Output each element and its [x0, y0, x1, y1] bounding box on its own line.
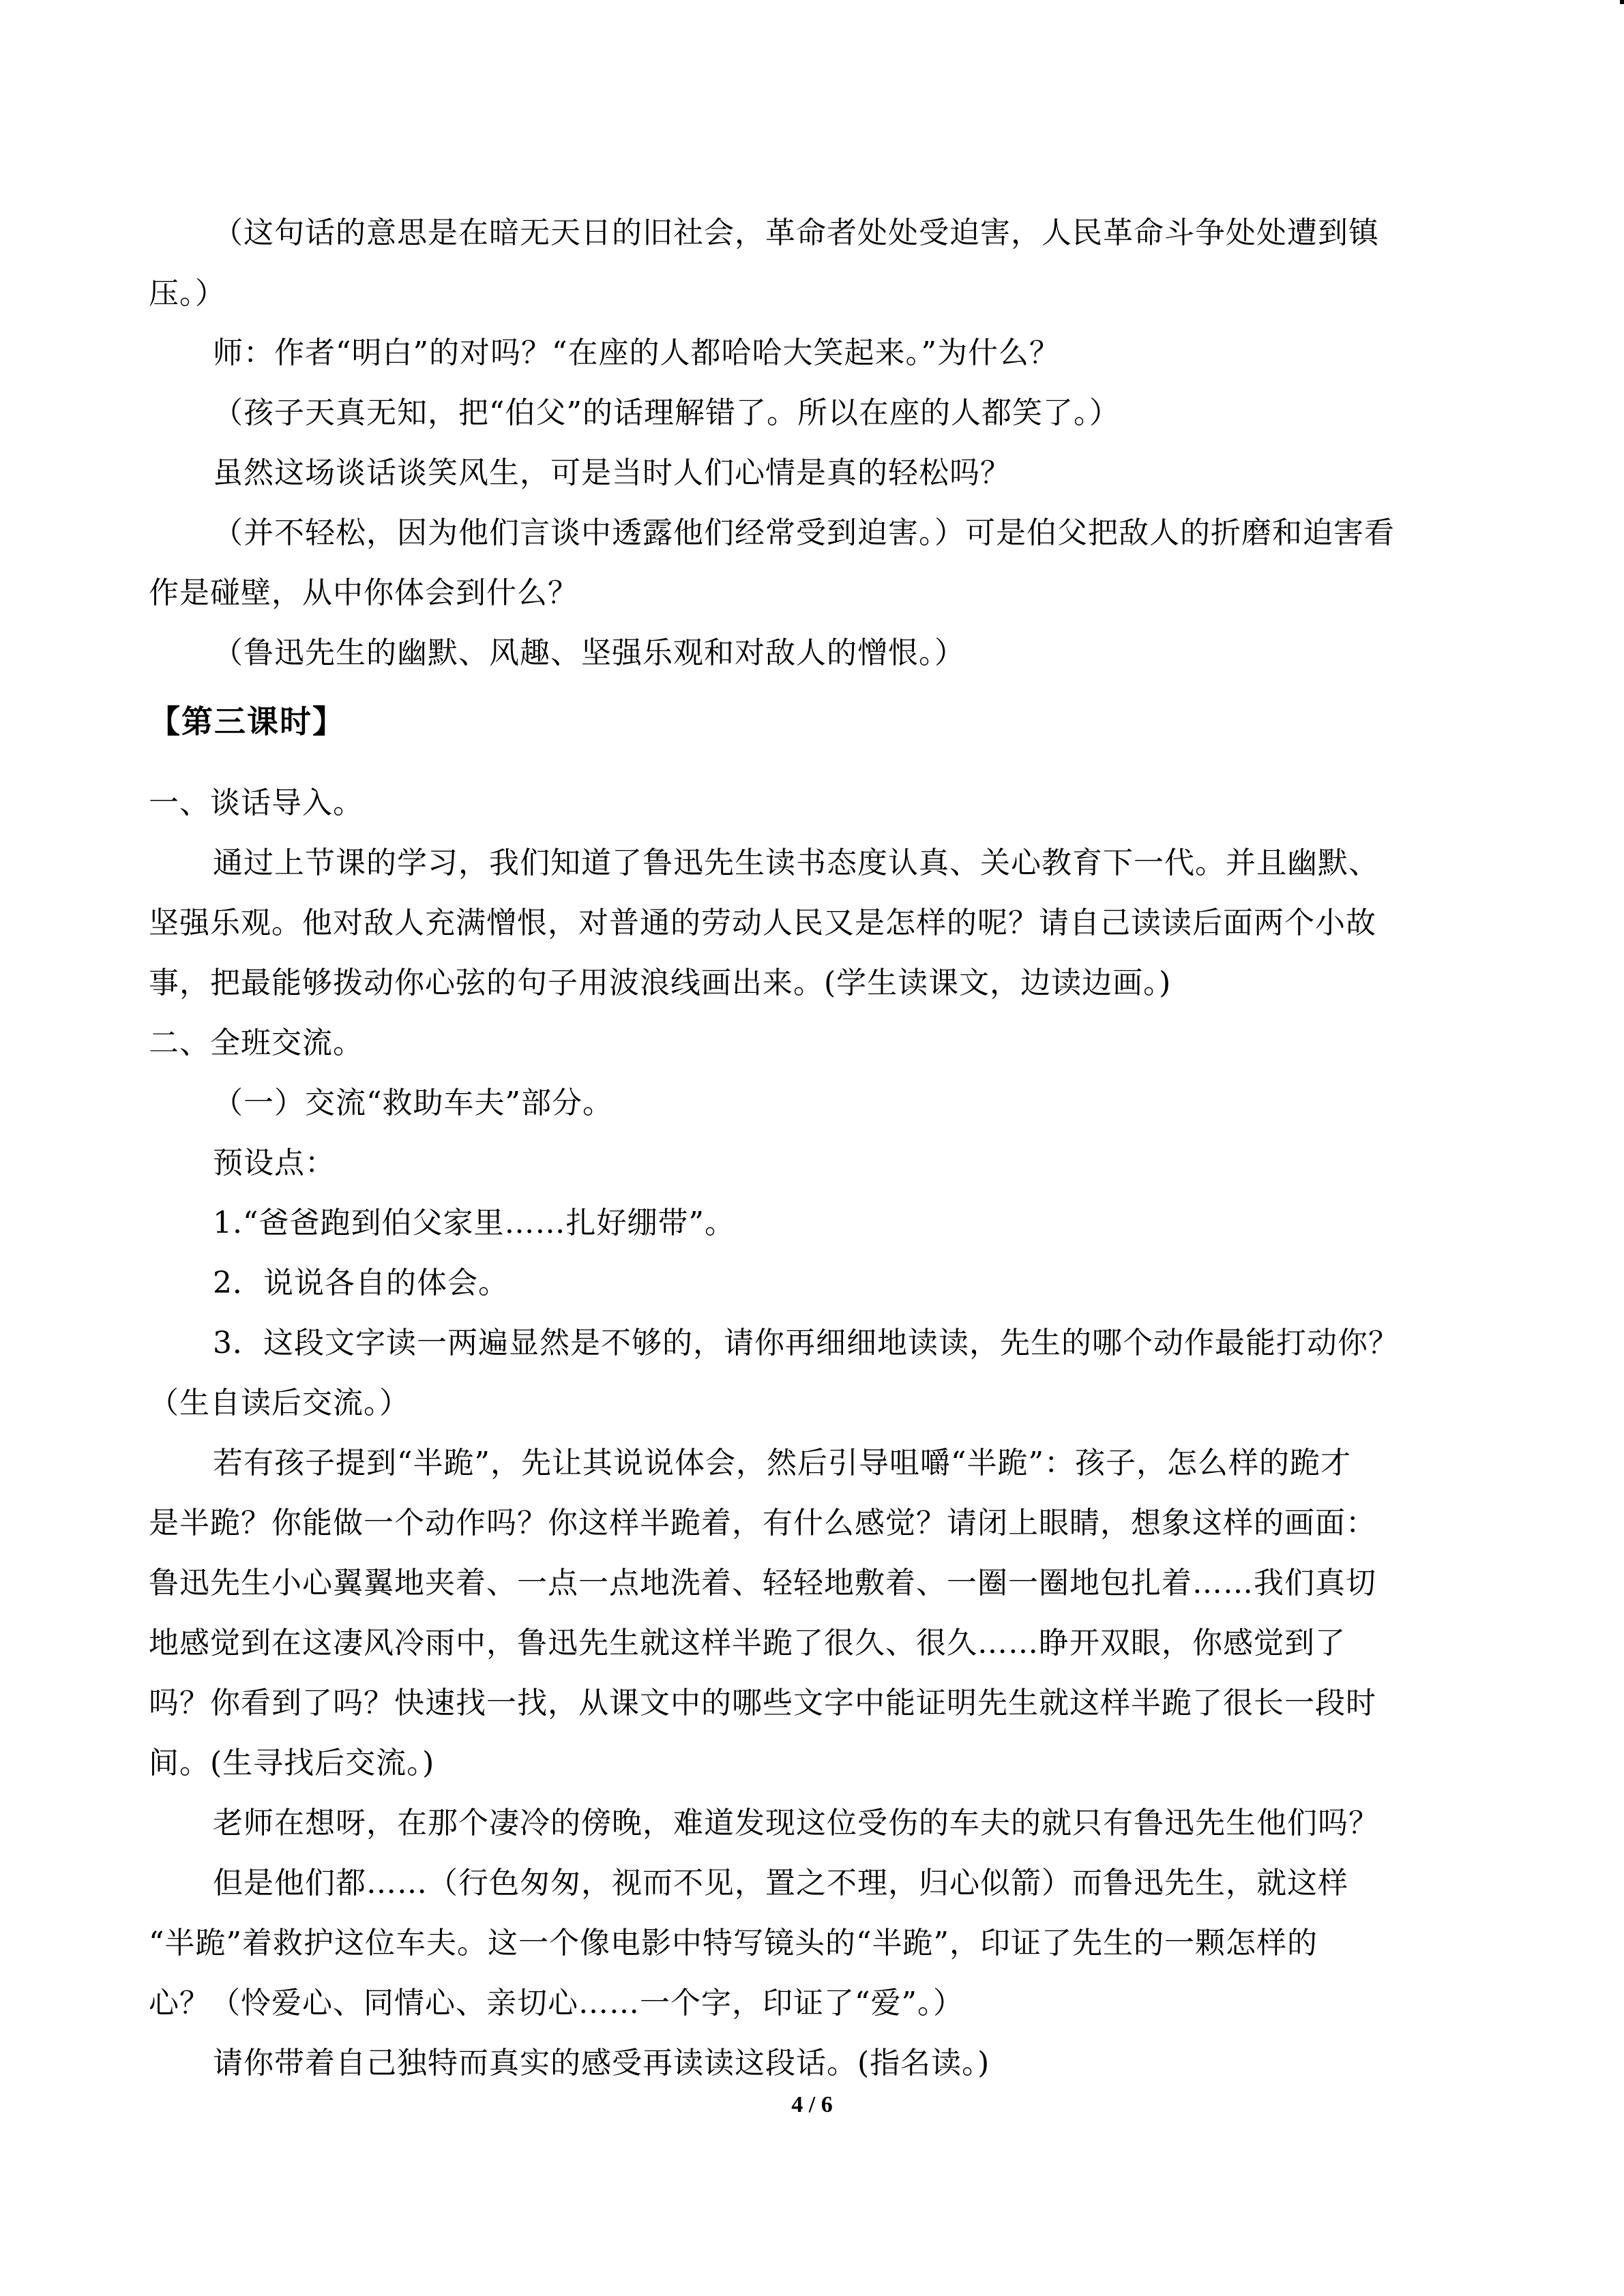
text-line: （鲁迅先生的幽默、风趣、坚强乐观和对敌人的憎恨。） [213, 636, 965, 670]
text-line: 1.“爸爸跑到伯父家里……扎好绷带”。 [213, 1206, 735, 1240]
text-line: “半跪”着救护这位车夫。这一个像电影中特写镜头的“半跪”，印证了先生的一颗怎样的 [149, 1926, 1318, 1960]
text-line: 二、全班交流。 [149, 1026, 364, 1060]
text-line: 吗？你看到了吗？快速找一找，从课文中的哪些文字中能证明先生就这样半跪了很长一段时 [149, 1686, 1376, 1720]
section-heading: 【第三课时】 [149, 703, 345, 740]
text-line: 预设点： [213, 1146, 336, 1180]
corner-mark [1620, 0, 1624, 4]
text-line: 若有孩子提到“半跪”，先让其说说体会，然后引导咀嚼“半跪”：孩子，怎么样的跪才 [213, 1446, 1351, 1480]
text-line: 2．说说各自的体会。 [213, 1266, 509, 1300]
text-line: 心？（怜爱心、同情心、亲切心……一个字，印证了“爱”。） [149, 1986, 964, 2021]
text-line: 虽然这场谈话谈笑风生，可是当时人们心情是真的轻松吗？ [213, 456, 1011, 490]
text-line: 请你带着自己独特而真实的感受再读读这段话。(指名读。) [213, 2046, 990, 2081]
text-line: 事，把最能够拨动你心弦的句子用波浪线画出来。(学生读课文，边读边画。) [149, 966, 1172, 1000]
text-line: （并不轻松，因为他们言谈中透露他们经常受到迫害。）可是伯父把敌人的折磨和迫害看 [213, 516, 1395, 550]
text-line: 鲁迅先生小心翼翼地夹着、一点一点地洗着、轻轻地敷着、一圈一圈地包扎着……我们真切 [149, 1566, 1376, 1600]
text-line: 老师在想呀，在那个凄冷的傍晚，难道发现这位受伤的车夫的就只有鲁迅先生他们吗？ [213, 1806, 1379, 1840]
text-line: 一、谈话导入。 [149, 786, 364, 820]
text-line: 间。(生寻找后交流。) [149, 1746, 435, 1780]
text-line: （一）交流“救助车夫”部分。 [213, 1086, 613, 1120]
text-line: （孩子天真无知，把“伯父”的话理解错了。所以在座的人都笑了。） [213, 396, 1120, 430]
text-line: 作是碰壁，从中你体会到什么？ [149, 576, 578, 610]
text-line: 师：作者“明白”的对吗？“在座的人都哈哈大笑起来。”为什么？ [213, 336, 1060, 370]
text-line: 通过上节课的学习，我们知道了鲁迅先生读书态度认真、关心教育下一代。并且幽默、 [213, 846, 1379, 880]
text-line: （生自读后交流。） [149, 1386, 410, 1420]
text-line: 压。） [149, 276, 226, 311]
text-line: 地感觉到在这凄风冷雨中，鲁迅先生就这样半跪了很久、很久……睁开双眼，你感觉到了 [149, 1626, 1346, 1660]
text-line: 3．这段文字读一两遍显然是不够的，请你再细细地读读，先生的哪个动作最能打动你？ [213, 1326, 1399, 1360]
text-line: 是半跪？你能做一个动作吗？你这样半跪着，有什么感觉？请闭上眼睛，想象这样的画面： [149, 1506, 1376, 1540]
text-line: 但是他们都……（行色匆匆，视而不见，置之不理，归心似箭）而鲁迅先生，就这样 [213, 1866, 1348, 1900]
text-line: （这句话的意思是在暗无天日的旧社会，革命者处处受迫害，人民革命斗争处处遭到镇 [213, 215, 1379, 250]
page-number: 4 / 6 [791, 2092, 833, 2117]
text-line: 坚强乐观。他对敌人充满憎恨，对普通的劳动人民又是怎样的呢？请自己读读后面两个小故 [149, 906, 1376, 940]
